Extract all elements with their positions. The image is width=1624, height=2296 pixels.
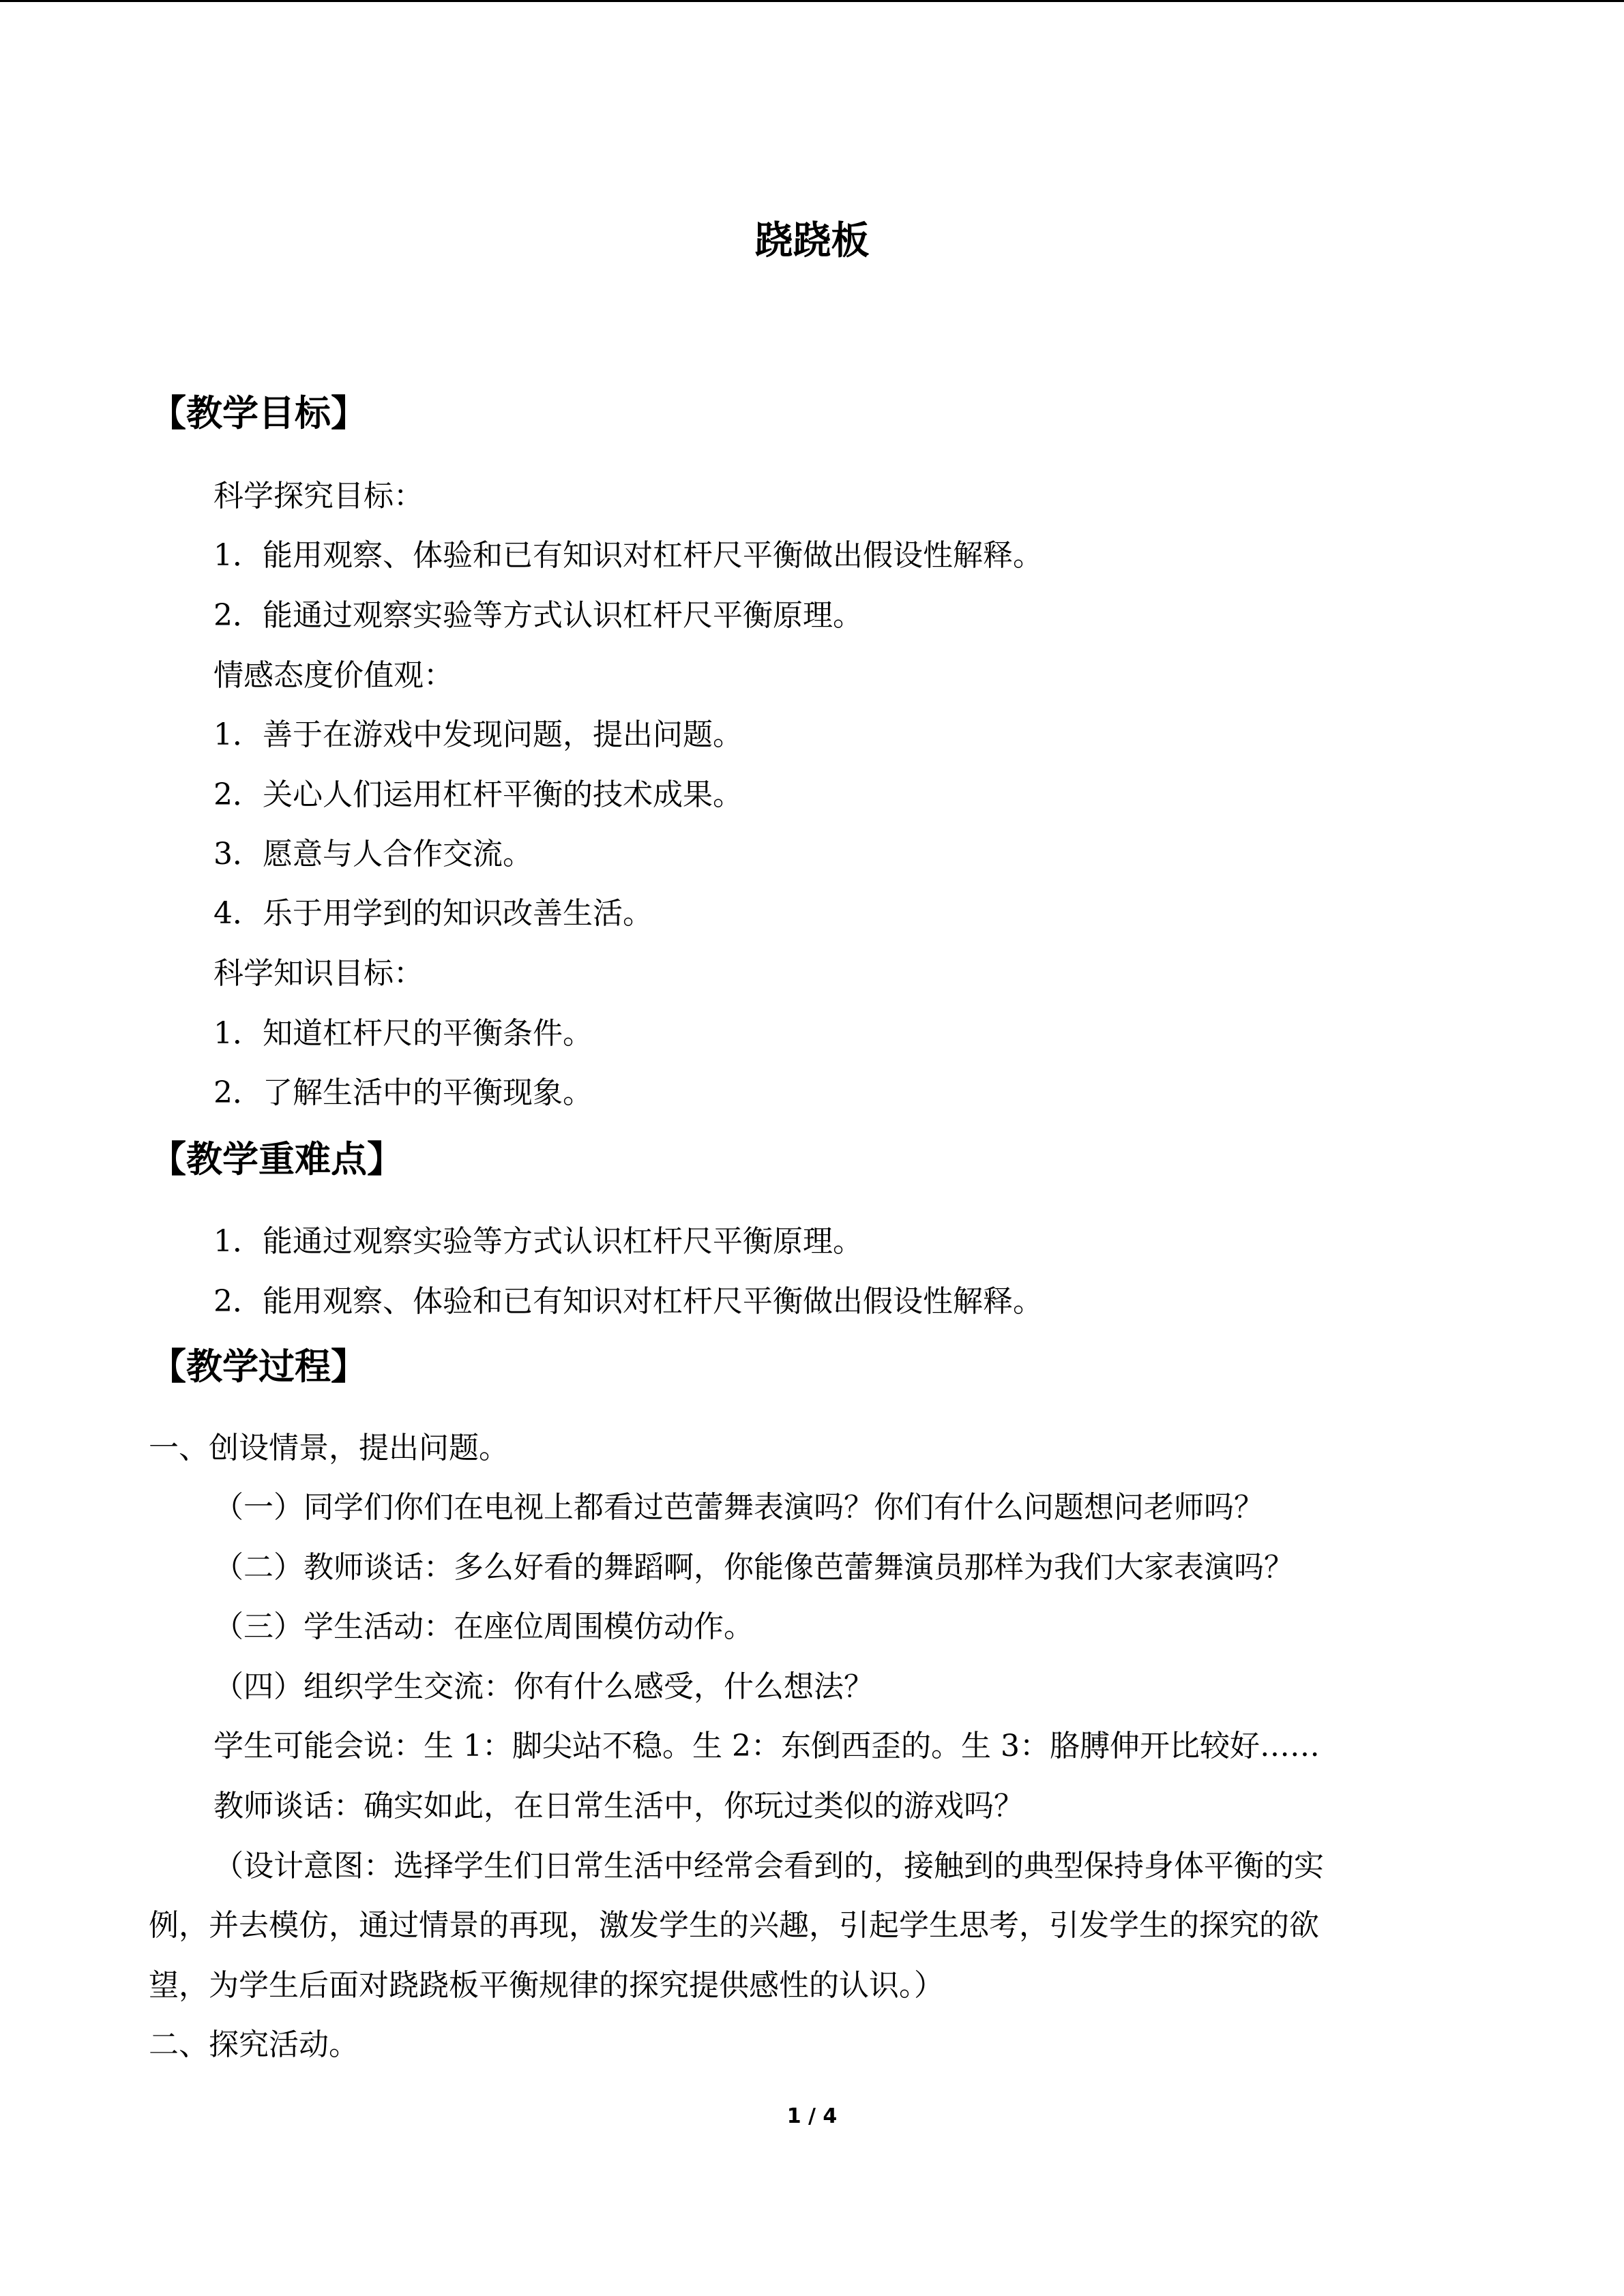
key-points-line: 1．能通过观察实验等方式认识杠杆尺平衡原理。 — [213, 1224, 863, 1259]
objectives-line: 2．关心人们运用杠杆平衡的技术成果。 — [213, 777, 743, 812]
section-heading-objectives: 【教学目标】 — [150, 393, 367, 434]
process-line: 二、探究活动。 — [149, 2027, 359, 2062]
process-line: （四）组织学生交流：你有什么感受，什么想法？ — [213, 1669, 874, 1704]
process-line: 望，为学生后面对跷跷板平衡规律的探究提供感性的认识。） — [149, 1968, 944, 2003]
objectives-line: 4．乐于用学到的知识改善生活。 — [213, 896, 653, 931]
objectives-line: 3．愿意与人合作交流。 — [213, 837, 533, 871]
process-line: 学生可能会说：生 1：脚尖站不稳。生 2：东倒西歪的。生 3：胳膊伸开比较好…… — [213, 1729, 1320, 1763]
section-heading-process: 【教学过程】 — [150, 1346, 367, 1388]
process-line: （一）同学们你们在电视上都看过芭蕾舞表演吗？你们有什么问题想问老师吗？ — [213, 1490, 1264, 1525]
process-line: （三）学生活动：在座位周围模仿动作。 — [213, 1609, 754, 1644]
process-line: 教师谈话：确实如此，在日常生活中，你玩过类似的游戏吗？ — [213, 1789, 1024, 1823]
process-line: 例，并去模仿，通过情景的再现，激发学生的兴趣，引起学生思考，引发学生的探究的欲 — [149, 1908, 1319, 1943]
objectives-line: 1．善于在游戏中发现问题，提出问题。 — [213, 717, 743, 752]
objectives-line: 科学探究目标： — [213, 479, 424, 513]
top-border — [0, 0, 1624, 2]
objectives-line: 2．了解生活中的平衡现象。 — [213, 1075, 593, 1110]
section-heading-key-points: 【教学重难点】 — [150, 1139, 403, 1180]
objectives-line: 情感态度价值观： — [213, 658, 454, 693]
objectives-line: 2．能通过观察实验等方式认识杠杆尺平衡原理。 — [213, 598, 863, 633]
process-line: 一、创设情景，提出问题。 — [149, 1431, 509, 1465]
document-title: 跷跷板 — [754, 219, 870, 263]
process-line: （设计意图：选择学生们日常生活中经常会看到的，接触到的典型保持身体平衡的实 — [213, 1849, 1324, 1883]
page-number: 1 / 4 — [786, 2104, 838, 2128]
objectives-line: 1．知道杠杆尺的平衡条件。 — [213, 1016, 593, 1051]
process-line: （二）教师谈话：多么好看的舞蹈啊，你能像芭蕾舞演员那样为我们大家表演吗？ — [213, 1550, 1294, 1585]
objectives-line: 科学知识目标： — [213, 956, 424, 991]
key-points-line: 2．能用观察、体验和已有知识对杠杆尺平衡做出假设性解释。 — [213, 1284, 1043, 1319]
objectives-line: 1．能用观察、体验和已有知识对杠杆尺平衡做出假设性解释。 — [213, 538, 1043, 573]
